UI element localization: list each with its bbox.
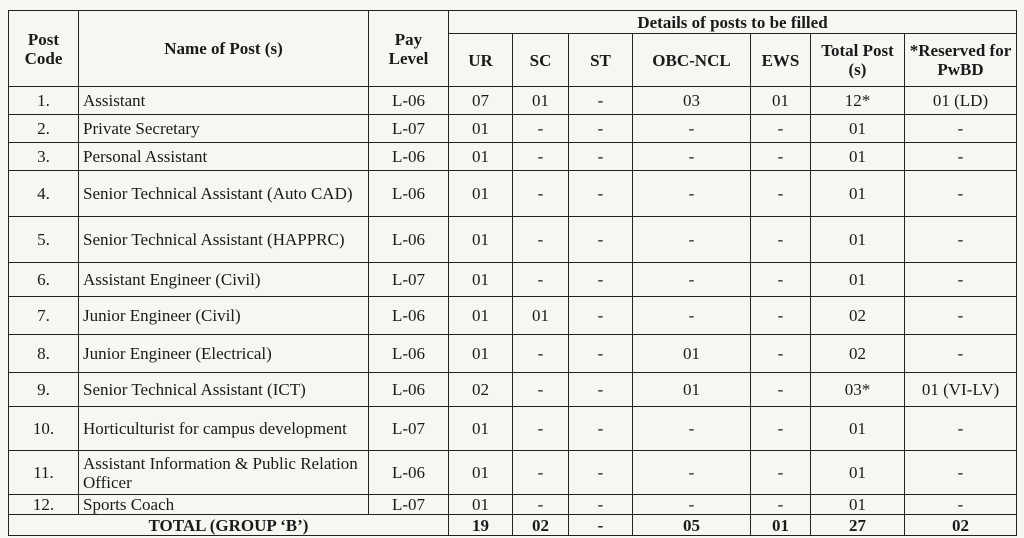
obc-ncl-cell: 03 bbox=[633, 87, 751, 115]
header-obc-ncl: OBC-NCL bbox=[633, 34, 751, 87]
total-pwbd: 02 bbox=[905, 515, 1017, 536]
total-posts-cell: 01 bbox=[811, 451, 905, 495]
post-code-cell: 5. bbox=[9, 217, 79, 263]
st-cell: - bbox=[569, 451, 633, 495]
post-code-cell: 9. bbox=[9, 373, 79, 407]
table-row bbox=[9, 335, 1017, 373]
obc-ncl-cell: 01 bbox=[633, 373, 751, 407]
table-row bbox=[9, 297, 1017, 335]
table-row bbox=[9, 263, 1017, 297]
pwbd-cell: - bbox=[905, 451, 1017, 495]
pwbd-cell: 01 (VI-LV) bbox=[905, 373, 1017, 407]
pay-level-cell: L-06 bbox=[369, 217, 449, 263]
obc-ncl-cell: - bbox=[633, 263, 751, 297]
sc-cell: - bbox=[513, 171, 569, 217]
ur-cell: 02 bbox=[449, 373, 513, 407]
post-name-cell: Assistant bbox=[79, 87, 369, 115]
posts-table-body bbox=[9, 87, 1017, 515]
ews-cell: - bbox=[751, 297, 811, 335]
total-posts-cell: 01 bbox=[811, 495, 905, 515]
pay-level-cell: L-06 bbox=[369, 451, 449, 495]
ur-cell: 07 bbox=[449, 87, 513, 115]
pwbd-cell: - bbox=[905, 171, 1017, 217]
st-cell: - bbox=[569, 217, 633, 263]
st-cell: - bbox=[569, 115, 633, 143]
total-ews: 01 bbox=[751, 515, 811, 536]
sc-cell: - bbox=[513, 407, 569, 451]
ews-cell: - bbox=[751, 143, 811, 171]
posts-sheet bbox=[8, 10, 1016, 535]
posts-table bbox=[8, 10, 1017, 536]
pay-level-cell: L-06 bbox=[369, 143, 449, 171]
header-ur: UR bbox=[449, 34, 513, 87]
header-total-posts: Total Post (s) bbox=[811, 34, 905, 87]
obc-ncl-cell: - bbox=[633, 407, 751, 451]
total-posts-cell: 01 bbox=[811, 171, 905, 217]
post-name-cell: Assistant Engineer (Civil) bbox=[79, 263, 369, 297]
ews-cell: - bbox=[751, 407, 811, 451]
ews-cell: 01 bbox=[751, 87, 811, 115]
total-row bbox=[9, 515, 1017, 536]
post-name-cell: Personal Assistant bbox=[79, 143, 369, 171]
total-posts-cell: 01 bbox=[811, 263, 905, 297]
ur-cell: 01 bbox=[449, 263, 513, 297]
table-row bbox=[9, 171, 1017, 217]
obc-ncl-cell: - bbox=[633, 451, 751, 495]
header-name-of-post: Name of Post (s) bbox=[79, 11, 369, 87]
post-name-cell: Junior Engineer (Electrical) bbox=[79, 335, 369, 373]
pwbd-cell: - bbox=[905, 143, 1017, 171]
post-code-cell: 10. bbox=[9, 407, 79, 451]
pay-level-cell: L-07 bbox=[369, 407, 449, 451]
obc-ncl-cell: - bbox=[633, 495, 751, 515]
obc-ncl-cell: - bbox=[633, 143, 751, 171]
st-cell: - bbox=[569, 407, 633, 451]
pwbd-cell: - bbox=[905, 335, 1017, 373]
ews-cell: - bbox=[751, 115, 811, 143]
post-name-cell: Private Secretary bbox=[79, 115, 369, 143]
table-row bbox=[9, 407, 1017, 451]
post-name-cell: Horticulturist for campus development bbox=[79, 407, 369, 451]
table-row bbox=[9, 143, 1017, 171]
ews-cell: - bbox=[751, 495, 811, 515]
ews-cell: - bbox=[751, 171, 811, 217]
header-reserved-pwbd: *Reserved for PwBD bbox=[905, 34, 1017, 87]
total-posts-cell: 01 bbox=[811, 115, 905, 143]
st-cell: - bbox=[569, 87, 633, 115]
ur-cell: 01 bbox=[449, 217, 513, 263]
total-sc: 02 bbox=[513, 515, 569, 536]
post-code-cell: 7. bbox=[9, 297, 79, 335]
pwbd-cell: - bbox=[905, 263, 1017, 297]
ur-cell: 01 bbox=[449, 115, 513, 143]
sc-cell: - bbox=[513, 373, 569, 407]
pwbd-cell: - bbox=[905, 407, 1017, 451]
header-post-code: Post Code bbox=[9, 11, 79, 87]
pay-level-cell: L-06 bbox=[369, 297, 449, 335]
header-pay-level: Pay Level bbox=[369, 11, 449, 87]
table-row bbox=[9, 115, 1017, 143]
post-code-cell: 3. bbox=[9, 143, 79, 171]
post-name-cell: Senior Technical Assistant (Auto CAD) bbox=[79, 171, 369, 217]
post-name-cell: Senior Technical Assistant (HAPPRC) bbox=[79, 217, 369, 263]
sc-cell: - bbox=[513, 143, 569, 171]
post-code-cell: 2. bbox=[9, 115, 79, 143]
total-obc-ncl: 05 bbox=[633, 515, 751, 536]
pwbd-cell: - bbox=[905, 217, 1017, 263]
sc-cell: - bbox=[513, 217, 569, 263]
header-details-group: Details of posts to be filled bbox=[449, 11, 1017, 34]
ews-cell: - bbox=[751, 451, 811, 495]
total-posts-cell: 01 bbox=[811, 407, 905, 451]
total-label: TOTAL (GROUP ‘B’) bbox=[9, 515, 449, 536]
st-cell: - bbox=[569, 297, 633, 335]
ur-cell: 01 bbox=[449, 335, 513, 373]
sc-cell: - bbox=[513, 115, 569, 143]
st-cell: - bbox=[569, 171, 633, 217]
table-row bbox=[9, 87, 1017, 115]
total-posts-cell: 12* bbox=[811, 87, 905, 115]
ur-cell: 01 bbox=[449, 495, 513, 515]
post-name-cell: Senior Technical Assistant (ICT) bbox=[79, 373, 369, 407]
post-name-cell: Junior Engineer (Civil) bbox=[79, 297, 369, 335]
ur-cell: 01 bbox=[449, 407, 513, 451]
st-cell: - bbox=[569, 143, 633, 171]
total-posts: 27 bbox=[811, 515, 905, 536]
total-posts-cell: 02 bbox=[811, 335, 905, 373]
ews-cell: - bbox=[751, 373, 811, 407]
post-code-cell: 1. bbox=[9, 87, 79, 115]
pay-level-cell: L-07 bbox=[369, 495, 449, 515]
post-name-cell: Sports Coach bbox=[79, 495, 369, 515]
pwbd-cell: - bbox=[905, 495, 1017, 515]
table-row bbox=[9, 451, 1017, 495]
sc-cell: 01 bbox=[513, 297, 569, 335]
sc-cell: - bbox=[513, 495, 569, 515]
table-row bbox=[9, 217, 1017, 263]
pay-level-cell: L-06 bbox=[369, 373, 449, 407]
post-code-cell: 11. bbox=[9, 451, 79, 495]
pwbd-cell: - bbox=[905, 297, 1017, 335]
pay-level-cell: L-06 bbox=[369, 87, 449, 115]
pay-level-cell: L-07 bbox=[369, 115, 449, 143]
total-st: - bbox=[569, 515, 633, 536]
header-sc: SC bbox=[513, 34, 569, 87]
table-row bbox=[9, 495, 1017, 515]
ews-cell: - bbox=[751, 335, 811, 373]
st-cell: - bbox=[569, 495, 633, 515]
table-row bbox=[9, 373, 1017, 407]
post-code-cell: 8. bbox=[9, 335, 79, 373]
st-cell: - bbox=[569, 335, 633, 373]
ur-cell: 01 bbox=[449, 171, 513, 217]
header-ews: EWS bbox=[751, 34, 811, 87]
sc-cell: 01 bbox=[513, 87, 569, 115]
obc-ncl-cell: - bbox=[633, 297, 751, 335]
pwbd-cell: - bbox=[905, 115, 1017, 143]
total-posts-cell: 01 bbox=[811, 143, 905, 171]
post-code-cell: 6. bbox=[9, 263, 79, 297]
obc-ncl-cell: - bbox=[633, 171, 751, 217]
pay-level-cell: L-06 bbox=[369, 171, 449, 217]
total-posts-cell: 03* bbox=[811, 373, 905, 407]
obc-ncl-cell: - bbox=[633, 217, 751, 263]
ews-cell: - bbox=[751, 263, 811, 297]
header-st: ST bbox=[569, 34, 633, 87]
post-code-cell: 12. bbox=[9, 495, 79, 515]
post-name-cell: Assistant Information & Public Relation Officer bbox=[79, 451, 369, 495]
sc-cell: - bbox=[513, 263, 569, 297]
total-ur: 19 bbox=[449, 515, 513, 536]
total-posts-cell: 01 bbox=[811, 217, 905, 263]
obc-ncl-cell: - bbox=[633, 115, 751, 143]
post-code-cell: 4. bbox=[9, 171, 79, 217]
pay-level-cell: L-06 bbox=[369, 335, 449, 373]
ur-cell: 01 bbox=[449, 297, 513, 335]
pwbd-cell: 01 (LD) bbox=[905, 87, 1017, 115]
pay-level-cell: L-07 bbox=[369, 263, 449, 297]
ur-cell: 01 bbox=[449, 143, 513, 171]
obc-ncl-cell: 01 bbox=[633, 335, 751, 373]
st-cell: - bbox=[569, 263, 633, 297]
total-posts-cell: 02 bbox=[811, 297, 905, 335]
ews-cell: - bbox=[751, 217, 811, 263]
st-cell: - bbox=[569, 373, 633, 407]
sc-cell: - bbox=[513, 335, 569, 373]
ur-cell: 01 bbox=[449, 451, 513, 495]
sc-cell: - bbox=[513, 451, 569, 495]
